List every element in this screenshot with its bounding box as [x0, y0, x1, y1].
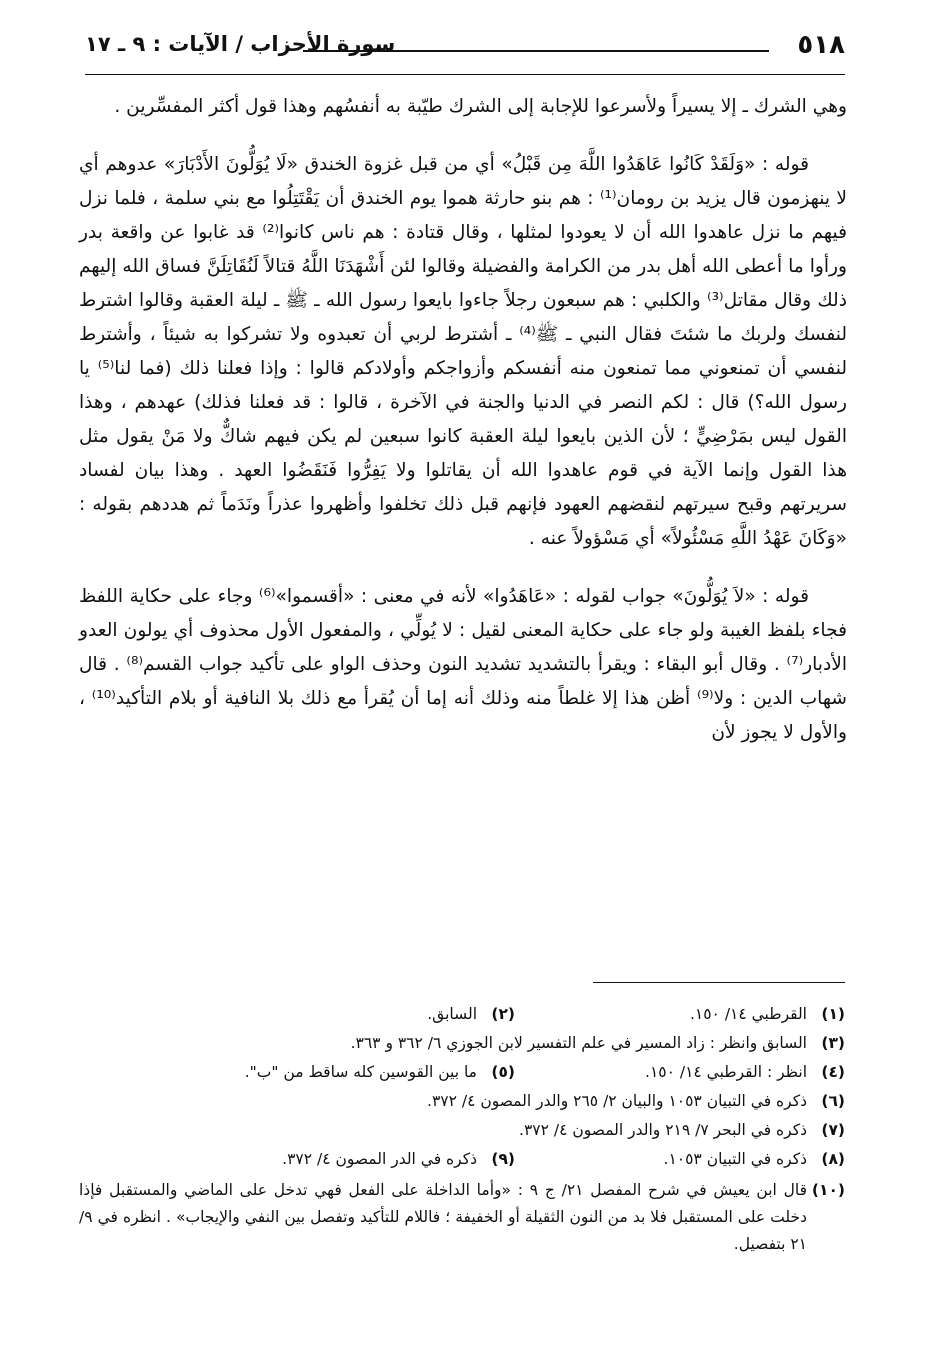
footnote-row: [79, 1058, 845, 1087]
footnote-number: (٦): [821, 1092, 845, 1110]
footnotes: [79, 1000, 845, 1258]
footnote-row: [79, 1116, 845, 1145]
footnote: [515, 1058, 845, 1087]
footnote-number: (٩): [491, 1150, 515, 1168]
footnote-text: ذكره في البحر ٧/ ٢١٩ والدر المصون ٤/ ٣٧٢.: [519, 1121, 807, 1139]
footnote-row: [79, 1176, 845, 1258]
main-text: [79, 90, 847, 750]
footnote-row: [79, 1000, 845, 1029]
footnote-text: ذكره في التبيان ١٠٥٣ والبيان ٢/ ٢٦٥ والدر المصون ٤/ ٣٧٢.: [427, 1092, 807, 1110]
footnote-text: القرطبي ١٤/ ١٥٠.: [689, 1005, 807, 1023]
footnote-number: (٣): [821, 1034, 845, 1052]
running-header: [85, 30, 845, 70]
footnote-number: (٥): [491, 1063, 515, 1081]
footnote-number: (١٠): [811, 1181, 845, 1199]
footnote: [515, 1145, 845, 1174]
footnote-number: (٢): [491, 1005, 515, 1023]
footnote-text: ما بين القوسين كله ساقط من "ب".: [244, 1063, 477, 1081]
footnote-row: [79, 1145, 845, 1174]
footnote-text: السابق.: [427, 1005, 477, 1023]
footnote-row: [79, 1029, 845, 1058]
paragraph: قوله : «لاَ يُوَلُّونَ» جواب لقوله : «عَاهَدُوا» لأنه في معنى : «أقسموا»⁽⁶⁾ وجاء على حكاية اللفظ فجاء بلفظ الغيبة ولو جاء على حكاية المعنى لقيل : لا يُولِّي ، والمفعول الأول محذوف أي يولون العدو الأدبار⁽⁷⁾ . وقال أبو البقاء : ويقرأ بالتشديد تشديد النون وحذف الواو على تأكيد جواب القسم⁽⁸⁾ . قال شهاب الدين : ولا⁽⁹⁾ أظن هذا إلا غلطاً منه وذلك أنه إما أن يُقرأ مع ذلك بلا النافية أو بلام التأكيد⁽¹⁰⁾ ، والأول لا يجوز لأن: [79, 586, 847, 743]
footnote-text: ذكره في التبيان ١٠٥٣.: [663, 1150, 807, 1168]
footnote-text: قال ابن يعيش في شرح المفصل ٢١/ ج ٩ : «وأما الداخلة على الفعل فهي تدخل على الماضي والمستقبل فإذا دخلت على المستقبل فلا بد من النون الثقيلة أو الخفيفة ؛ فاللام للتأكيد وتفصل بين النفي والإيجاب» . انظره في ٩/ ٢١ بتفصيل.: [79, 1181, 807, 1253]
footnote-number: (١): [821, 1005, 845, 1023]
footnote-text: السابق وانظر : زاد المسير في علم التفسير لابن الجوزي ٦/ ٣٦٢ و ٣٦٣.: [350, 1034, 807, 1052]
footnote-number: (٧): [821, 1121, 845, 1139]
footnote-number: (٤): [821, 1063, 845, 1081]
paragraph: قوله : «وَلَقَدْ كَانُوا عَاهَدُوا اللَّهَ مِن قَبْلُ» أي من قبل غزوة الخندق «لَا يُوَلُّونَ الأَدْبَارَ» عدوهم أي لا ينهزمون قال يزيد بن رومان⁽¹⁾ : هم بنو حارثة هموا يوم الخندق أن يَقْتَتِلُوا مع بني سلمة ، فلما نزل فيهم ما نزل عاهدوا الله أن لا يعودوا لمثلها ، وقال قتادة : هم ناس كانوا⁽²⁾ قد غابوا عن واقعة بدر ورأوا ما أعطى الله أهل بدر من الكرامة والفضيلة وقالوا لئن أَشْهَدَنَا اللَّهُ قتالاً لَنُقَاتِلَنَّ فساق الله إليهم ذلك وقال مقاتل⁽³⁾ والكلبي : هم سبعون رجلاً جاءوا بايعوا رسول الله ـ ﷺ ـ ليلة العقبة وقالوا اشترط لنفسك ولربك ما شئتَ فقال النبي ـ ﷺ⁽⁴⁾ ـ أشترط لربي أن تعبدوه ولا تشركوا به شيئاً ، وأشترط لنفسي أن تمنعوني مما تمنعون منه أنفسكم وأزواجكم وأولادكم قالوا : وإذا فعلنا ذلك (فما لنا⁽⁵⁾ يا رسول الله؟) قال : لكم النصر في الدنيا والجنة في الآخرة ، قالوا : قد فعلنا فذلك) عهدهم ، وهذا القول ليس بمَرْضِيٍّ ؛ لأن الذين بايعوا ليلة العقبة كانوا سبعين لم يكن فيهم شاكٌّ ولا مَنْ يقول مثل هذا القول وإنما الآية في قوم عاهدوا الله أن يقاتلوا ولا يَفِرُّوا فَنَقَضُوا العهد . وهذا بيان لفساد سريرتهم وقبح سيرتهم لنقضهم العهود فإنهم قبل ذلك تخلفوا وأظهروا عذراً ونَدَماً ثم هددهم بقوله : «وَكَانَ عَهْدُ اللَّهِ مَسْئُولاً» أي مَسْؤولاً عنه .: [79, 154, 847, 549]
paragraph: وهي الشرك ـ إلا يسيراً ولأسرعوا للإجابة إلى الشرك طيّبة به أنفسُهم وهذا قول أكثر المفسِّرين .: [114, 96, 847, 117]
footnote-number: (٨): [821, 1150, 845, 1168]
footnote: [515, 1000, 845, 1029]
header-title: سورة الأحزاب / الآيات : ٩ ـ ١٧: [85, 32, 396, 56]
footnote-text: انظر : القرطبي ١٤/ ١٥٠.: [645, 1063, 807, 1081]
footnote: [185, 1058, 515, 1087]
footnote-separator: [593, 982, 845, 983]
footnote-row: [79, 1087, 845, 1116]
footnote: [185, 1000, 515, 1029]
page-number: ٥١٨: [797, 30, 845, 60]
header-divider: [85, 74, 845, 75]
footnote: [185, 1145, 515, 1174]
footnote-text: ذكره في الدر المصون ٤/ ٣٧٢.: [282, 1150, 477, 1168]
